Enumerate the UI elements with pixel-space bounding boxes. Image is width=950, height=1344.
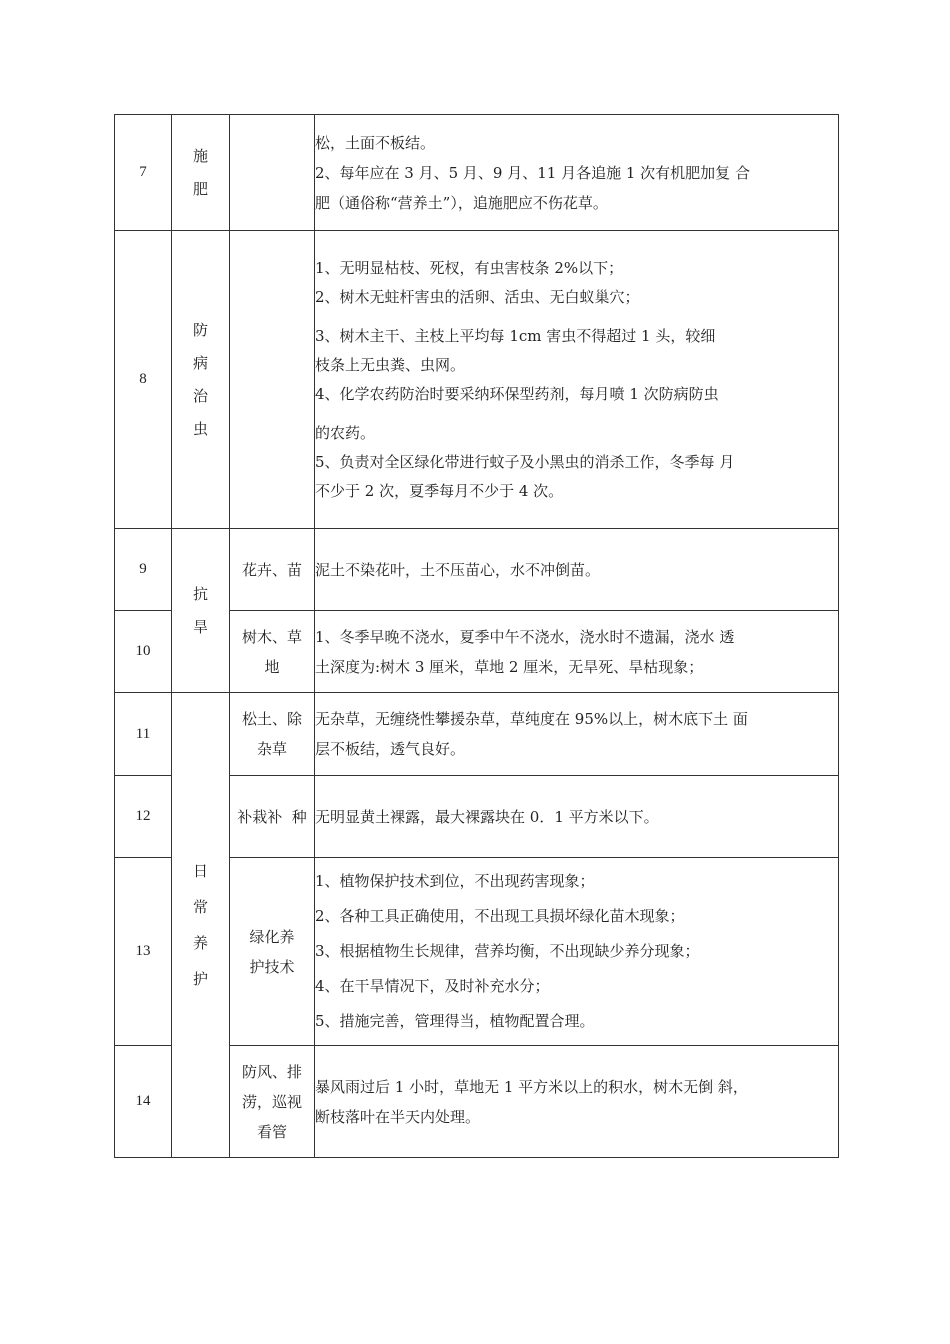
row-number: 13 xyxy=(115,858,172,1046)
subcategory-cell xyxy=(230,231,315,529)
subcategory-cell xyxy=(230,115,315,231)
row-number: 9 xyxy=(115,529,172,611)
subcategory-cell: 补栽补 种 xyxy=(230,776,315,858)
subcategory-cell: 树木、草 地 xyxy=(230,611,315,693)
category-cell: 日 常 养 护 xyxy=(172,693,230,1158)
maintenance-standards-table xyxy=(114,114,839,1158)
row-number: 11 xyxy=(115,693,172,776)
category-cell: 抗 旱 xyxy=(172,529,230,693)
standard-description: 无明显黄土裸露，最大裸露块在 0．1 平方米以下。 xyxy=(315,776,839,858)
table-row xyxy=(115,231,839,529)
standard-description: 1、无明显枯枝、死杈，有虫害枝条 2%以下； 2、树木无蛀杆害虫的活卵、活虫、无白蚁巢穴； 3、树木主干、主枝上平均每 1cm 害虫不得超过 1 头，较细 枝条上无虫粪、虫网。 4、化学农药防治时要采纳环保型药剂，每月喷 1 次防病防虫 的农药。 5、负责对全区绿化带进行蚊子及小黑虫的消杀工作，冬季每 月 不少于 2 次，夏季每月不少于 4 次。 xyxy=(315,231,839,529)
row-number: 7 xyxy=(115,115,172,231)
standard-description: 暴风雨过后 1 小时，草地无 1 平方米以上的积水，树木无倒 斜， 断枝落叶在半天内处理。 xyxy=(315,1046,839,1158)
subcategory-cell: 花卉、苗 xyxy=(230,529,315,611)
standard-description: 1、冬季早晚不浇水，夏季中午不浇水，浇水时不遗漏，浇水 透 土深度为:树木 3 厘米，草地 2 厘米，无旱死、旱枯现象； xyxy=(315,611,839,693)
table-row xyxy=(115,529,839,611)
standard-description: 1、植物保护技术到位，不出现药害现象； 2、各种工具正确使用，不出现工具损坏绿化苗木现象； 3、根据植物生长规律，营养均衡，不出现缺少养分现象； 4、在干旱情况下，及时补充水分； 5、措施完善，管理得当，植物配置合理。 xyxy=(315,858,839,1046)
table-row xyxy=(115,693,839,776)
row-number: 12 xyxy=(115,776,172,858)
row-number: 10 xyxy=(115,611,172,693)
subcategory-cell: 松土、除 杂草 xyxy=(230,693,315,776)
subcategory-cell: 绿化养 护技术 xyxy=(230,858,315,1046)
subcategory-cell: 防风、排 涝，巡视 看管 xyxy=(230,1046,315,1158)
row-number: 8 xyxy=(115,231,172,529)
category-cell: 施 肥 xyxy=(172,115,230,231)
standard-description: 无杂草，无缠绕性攀援杂草，草纯度在 95%以上，树木底下土 面 层不板结，透气良好。 xyxy=(315,693,839,776)
standard-description: 泥土不染花叶，土不压苗心，水不冲倒苗。 xyxy=(315,529,839,611)
category-cell: 防 病 治 虫 xyxy=(172,231,230,529)
row-number: 14 xyxy=(115,1046,172,1158)
table-row xyxy=(115,115,839,231)
standard-description: 松，土面不板结。 2、每年应在 3 月、5 月、9 月、11 月各追施 1 次有机肥加复 合 肥（通俗称“营养土”），追施肥应不伤花草。 xyxy=(315,115,839,231)
